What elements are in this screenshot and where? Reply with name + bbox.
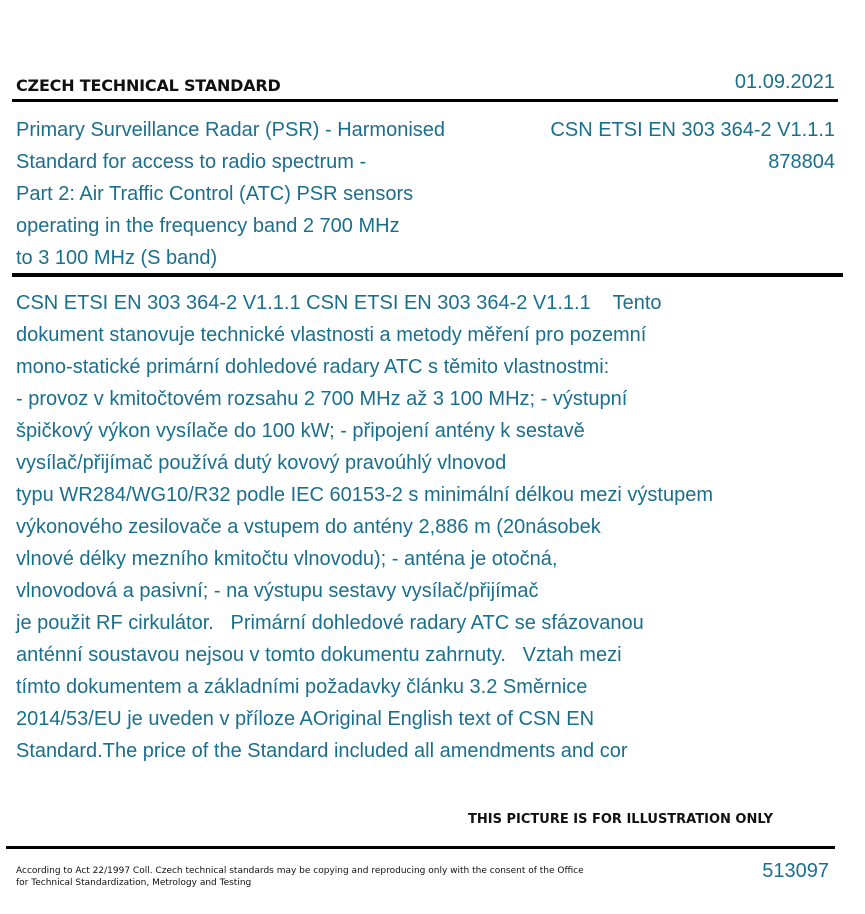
abstract-line: vysílač/přijímač používá dutý kovový pravoúhlý vlnovod (16, 452, 507, 474)
abstract-line: Standard.The price of the Standard included all amendments and cor (16, 740, 628, 762)
footer-divider (6, 846, 835, 849)
abstract-line: dokument stanovuje technické vlastnosti a metody měření pro pozemní (16, 324, 647, 346)
standard-title-line: Standard for access to radio spectrum - (16, 151, 367, 173)
abstract-line: anténní soustavou nejsou v tomto dokumentu zahrnuty. Vztah mezi (16, 644, 622, 666)
abstract-line: typu WR284/WG10/R32 podle IEC 60153-2 s minimální délkou mezi výstupem (16, 484, 713, 506)
header-divider (12, 99, 838, 102)
legal-notice (16, 865, 596, 889)
illustration-note: THIS PICTURE IS FOR ILLUSTRATION ONLY (468, 812, 773, 827)
abstract-line: - provoz v kmitočtovém rozsahu 2 700 MHz až 3 100 MHz; - výstupní (16, 388, 628, 410)
legal-notice-line: for Technical Standardization, Metrology and Testing (16, 878, 252, 888)
abstract-line: CSN ETSI EN 303 364-2 V1.1.1 CSN ETSI EN 303 364-2 V1.1.1 Tento (16, 292, 662, 314)
header-date: 01.09.2021 (734, 71, 835, 93)
standard-title-line: Part 2: Air Traffic Control (ATC) PSR sensors (16, 183, 414, 205)
abstract-line: vlnovodová a pasivní; - na výstupu sestavy vysílač/přijímač (16, 580, 539, 602)
abstract-line: vlnové délky mezního kmitočtu vlnovodu); - anténa je otočná, (16, 548, 558, 570)
footer-number: 513097 (762, 860, 829, 882)
standard-code-block (550, 114, 835, 178)
abstract-line: tímto dokumentem a základními požadavky článku 3.2 Směrnice (16, 676, 588, 698)
standard-title (16, 114, 496, 274)
abstract-line: výkonového zesilovače a vstupem do antény 2,886 m (20násobek (16, 516, 601, 538)
abstract-line: 2014/53/EU je uveden v příloze AOriginal English text of CSN EN (16, 708, 595, 730)
standard-code: CSN ETSI EN 303 364-2 V1.1.1 (550, 119, 835, 141)
abstract-line: mono-statické primární dohledové radary ATC s těmito vlastnostmi: (16, 356, 610, 378)
catalog-number: 878804 (768, 151, 835, 173)
standard-title-line: Primary Surveillance Radar (PSR) - Harmonised (16, 119, 446, 141)
abstract-line: je použit RF cirkulátor. Primární dohledové radary ATC se sfázovanou (16, 612, 644, 634)
title-divider (12, 273, 843, 277)
abstract-line: špičkový výkon vysílače do 100 kW; - připojení antény k sestavě (16, 420, 585, 442)
legal-notice-line: According to Act 22/1997 Coll. Czech technical standards may be copying and reproducing only with the consent of the Office (16, 866, 584, 876)
standard-title-line: to 3 100 MHz (S band) (16, 247, 218, 269)
header-title: CZECH TECHNICAL STANDARD (16, 76, 281, 95)
abstract-text (16, 287, 816, 767)
standard-title-line: operating in the frequency band 2 700 MHz (16, 215, 400, 237)
